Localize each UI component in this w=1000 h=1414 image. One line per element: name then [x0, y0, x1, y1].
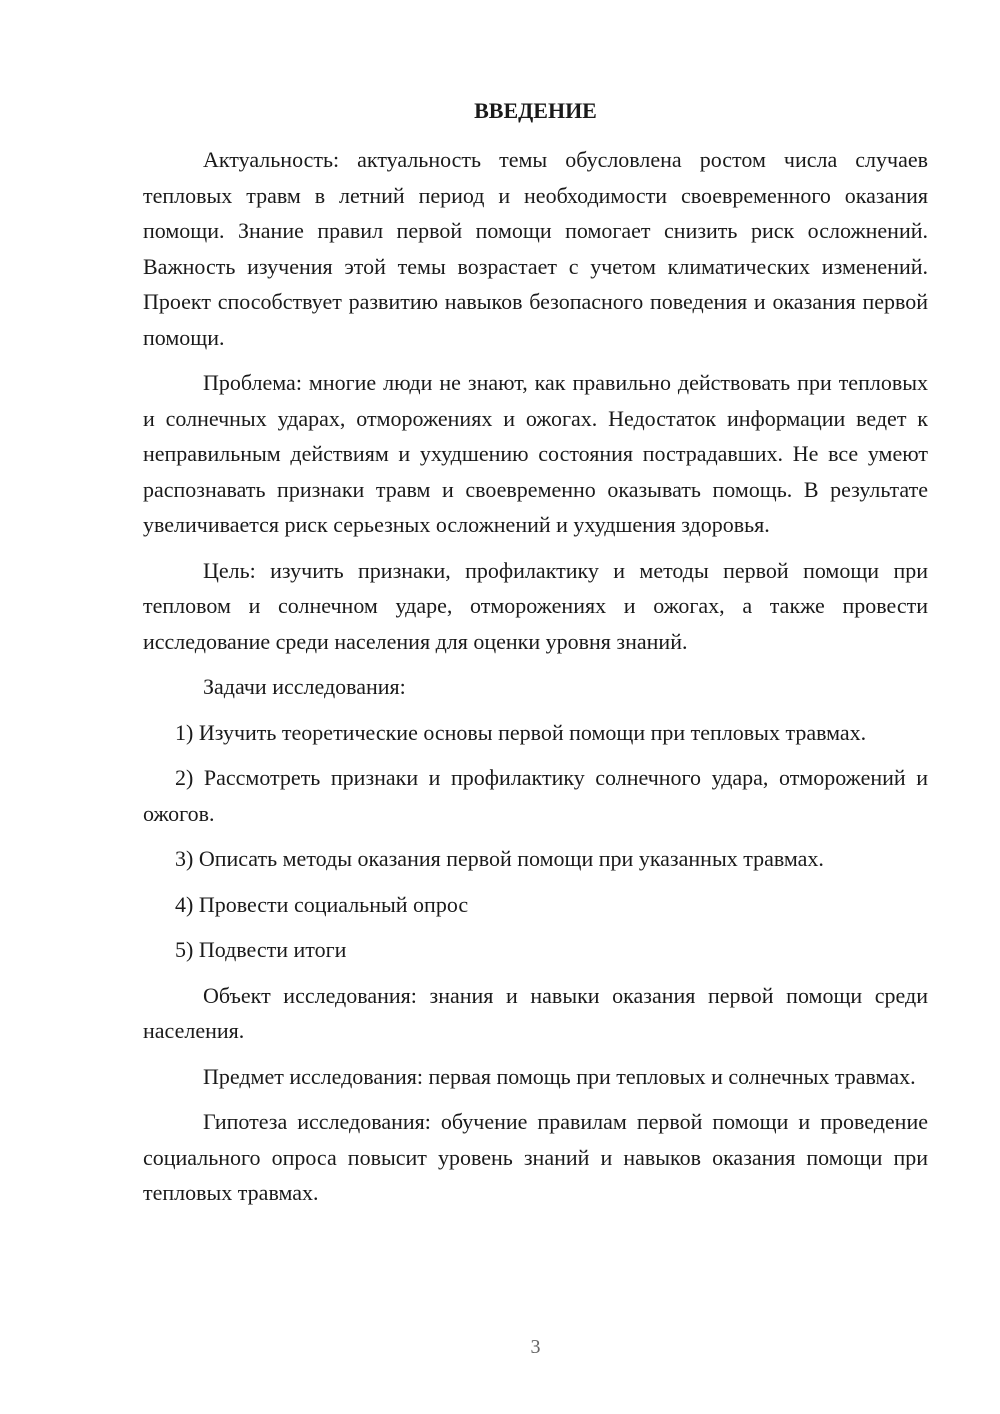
paragraph-goal: Цель: изучить признаки, профилактику и методы первой помощи при тепловом и солнечном ударе, отморожениях и ожогах, а также провести исследование среди населения для оценки уровня знаний. [143, 557, 928, 654]
task-item-2: 2) Рассмотреть признаки и профилактику солнечного удара, отморожений и ожогов. [143, 765, 928, 826]
task-item-5: 5) Подвести итоги [175, 937, 347, 962]
paragraph-subject: Предмет исследования: первая помощь при тепловых и солнечных травмах. [203, 1063, 916, 1089]
page-title: ВВЕДЕНИЕ [474, 98, 597, 123]
task-item-1: 1) Изучить теоретические основы первой помощи при тепловых травмах. [175, 719, 867, 745]
task-item-3: 3) Описать методы оказания первой помощи при указанных травмах. [175, 846, 824, 871]
paragraph-relevance: Актуальность: актуальность темы обусловлена ростом числа случаев тепловых травм в летний период и необходимости своевременного оказания помощи. Знание правил первой помощи помогает снизить риск осложнений. Важность изучения этой темы возрастает с учетом климатических изменений. Проект способствует развитию навыков безопасного поведения и оказания первой помощи. [143, 147, 928, 350]
task-item-4: 4) Провести социальный опрос [175, 891, 469, 917]
document-body [143, 142, 928, 1221]
paragraph-hypothesis: Гипотеза исследования: обучение правилам первой помощи и проведение социального опроса повысит уровень знаний и навыков оказания помощи при тепловых травмах. [143, 1109, 928, 1205]
paragraph-problem: Проблема: многие люди не знают, как правильно действовать при тепловых и солнечных ударах, отморожениях и ожогах. Недостаток информации ведет к неправильным действиям и ухудшению состояния пострадавших. Не все умеют распознавать признаки травм и своевременно оказывать помощь. В результате увеличивается риск серьезных осложнений и ухудшения здоровья. [143, 370, 928, 537]
page-number: 3 [530, 1336, 541, 1358]
paragraph-object: Объект исследования: знания и навыки оказания первой помощи среди населения. [143, 982, 928, 1043]
tasks-heading: Задачи исследования: [203, 674, 406, 699]
